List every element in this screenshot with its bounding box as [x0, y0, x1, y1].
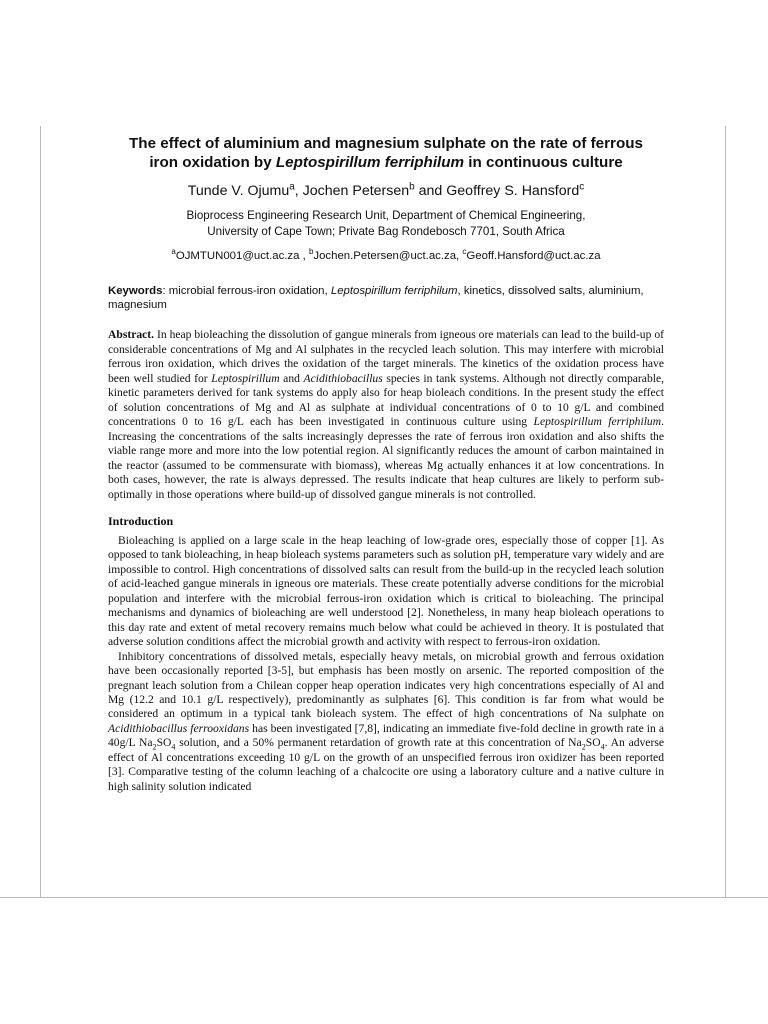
abstract-text: . Increasing the concentrations of the salts increasingly depresses the rate of ferrous iron oxidation and also shifts the viable range more and more into the low potential region. Al significantly reduces the amount of carbon maintained in the reactor (assumed to be commensurate with biomass), whereas Mg actually enhances it at low concentrations. In both cases, however, the rate is always depressed. The results indicate that heap cultures are likely to perform sub-optimally in those operations where build-up of dissolved gangue minerals is not controlled. — [108, 415, 665, 501]
author-3: Geoffrey S. Hansford — [446, 183, 580, 199]
abstract-text: In heap bioleaching the dissolution of gangue minerals from igneous ore materials can lead to the build-up of considerable concentrations of Mg and Al sulphates in the recycled leach solution. This may interfere with microbial ferrous iron oxidation, which drives the oxidation of the target minerals. The kinetics of the oxidation process have been well studied for — [108, 328, 664, 385]
email-2: Jochen.Petersen@uct.ac.za — [313, 250, 457, 262]
keywords-label: Keywords — [108, 285, 163, 297]
email-list — [108, 249, 664, 264]
abstract-text: species in tank systems. Although not directly comparable, kinetic parameters derived for tank systems do apply also for heap bioleach conditions. In the present study the effect of solution concentrations of Mg and Al as sulphate at individual concentrations of 0 to 10 g/L and combined concentrations 0 to 16 g/L each has been investigated in continuous culture using — [108, 371, 665, 428]
abstract-text: and — [279, 371, 304, 385]
keywords — [108, 284, 664, 312]
subscript: 2 — [581, 742, 586, 752]
title-organism: Leptospirillum ferriphilum — [275, 154, 465, 171]
title-line-1: The effect of aluminium and magnesium sulphate on the rate of ferrous — [129, 135, 643, 152]
affiliation — [108, 208, 664, 239]
abstract-label: Abstract. — [108, 328, 155, 341]
abstract-organism: Leptospirillum ferriphilum — [533, 415, 662, 428]
email-separator: , — [299, 250, 309, 262]
paragraph-text: Inhibitory concentrations of dissolved metals, especially heavy metals, on microbial growth and ferrous oxidation have been occasionally reported [3-5], but emphasis has been mostly on arsenic. The reported composition of the pregnant leach solution from a Chilean copper heap operation indicates very high concentrations especially of Al and Mg (12.2 and 10.1 g/L respectively), predominantly as sulphates [6]. This condition is far from what would be considered an optimum in a typical tank bioleach system. The effect of high concentrations of Na sulphate on — [108, 649, 664, 721]
author-2-mark: b — [409, 181, 415, 193]
keywords-organism: Leptospirillum ferriphilum — [330, 285, 458, 297]
page-border-left — [40, 126, 41, 898]
paragraph-text: . An adverse effect of Al concentrations exceeding 10 g/L on the growth of an unspecified ferrous iron oxidizer has been reported [3]. Comparative testing of the column leaching of a chalcocite ore using a laboratory culture and a native culture in high salinity solution indicated — [108, 736, 664, 793]
author-1-mark: a — [289, 181, 295, 193]
email-3: Geoff.Hansford@uct.ac.za — [466, 250, 601, 262]
abstract-organism: Leptospirillum — [211, 371, 280, 385]
affiliation-line-1: Bioprocess Engineering Research Unit, Department of Chemical Engineering, — [186, 209, 586, 222]
paragraph-text: SO — [585, 736, 601, 750]
email-1: OJMTUN001@uct.ac.za — [175, 250, 300, 262]
paragraph-organism: Acidithiobacillus ferrooxidans — [108, 721, 250, 735]
email-3-mark: c — [462, 247, 467, 257]
author-list — [108, 182, 664, 200]
email-1-mark: a — [171, 247, 176, 257]
paragraph-text: has been investigated [7,8], indicating an immediate five-fold decline in growth rate in a 40g/L Na — [108, 721, 664, 750]
paper-page — [108, 134, 664, 794]
email-separator: , — [456, 250, 463, 262]
subscript: 4 — [171, 742, 176, 752]
author-1: Tunde V. Ojumu — [187, 183, 290, 199]
paper-title — [108, 134, 664, 172]
section-heading-introduction: Introduction — [108, 514, 174, 528]
subscript: 2 — [152, 742, 157, 752]
keywords-text: , kinetics, dissolved salts, aluminium, magnesium — [108, 285, 644, 311]
paragraph-text: SO — [156, 736, 172, 750]
page-border-bottom — [0, 897, 768, 898]
page-border-right — [725, 126, 726, 898]
abstract — [108, 328, 664, 502]
author-2: Jochen Petersen — [302, 183, 410, 199]
affiliation-line-2: University of Cape Town; Private Bag Rondebosch 7701, South Africa — [207, 224, 565, 238]
title-line-2-post: in continuous culture — [464, 154, 623, 171]
paragraph-text: solution, and a 50% permanent retardation of growth rate at this concentration of Na — [175, 736, 582, 750]
keywords-text: : microbial ferrous-iron oxidation, — [162, 285, 331, 297]
author-separator: and — [414, 183, 447, 199]
subscript: 4 — [600, 742, 605, 752]
author-3-mark: c — [579, 181, 585, 193]
author-separator: , — [294, 183, 303, 199]
intro-paragraph-2 — [108, 650, 664, 795]
title-line-2-pre: iron oxidation by — [149, 154, 276, 171]
abstract-organism: Acidithiobacillus — [303, 371, 383, 385]
email-2-mark: b — [308, 247, 314, 257]
intro-paragraph-1: Bioleaching is applied on a large scale in the heap leaching of low-grade ores, especially those of copper [1]. As opposed to tank bioleaching, in heap bioleach systems parameters such as solution pH, temperature vary widely and are impossible to control. High concentrations of dissolved salts can result from the build-up in the recycled leach solution of acid-leached gangue minerals in igneous ore materials. These create potentially adverse conditions for the microbial population and interfere with the microbial ferrous-iron oxidation which is critical to bioleaching. The principal mechanisms and dynamics of bioleaching are well understood [2]. Nonetheless, in many heap bioleach operations to this day rate and extent of metal recovery remains much below what could be achieved in theory. It is postulated that adverse solution conditions affect the microbial growth and activity with respect to ferrous-iron oxidation. — [108, 534, 664, 649]
